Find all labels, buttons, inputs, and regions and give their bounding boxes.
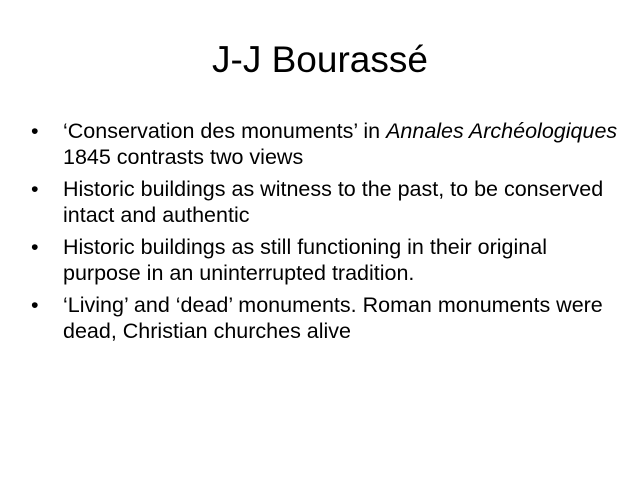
journal-title: Annales Archéologiques <box>386 119 618 143</box>
bullet-dot-icon: • <box>31 177 39 201</box>
bullet-text: ‘Conservation des monuments’ in <box>63 119 387 143</box>
bullet-dot-icon: • <box>31 119 39 143</box>
bullet-dot-icon: • <box>31 293 39 317</box>
bullet-item <box>31 292 621 344</box>
bullet-text: Historic buildings as witness to the past, to be conserved intact and authentic <box>63 177 604 227</box>
bullet-list <box>31 118 621 350</box>
bullet-item <box>31 234 621 286</box>
bullet-item <box>31 118 621 170</box>
bullet-dot-icon: • <box>31 235 39 259</box>
bullet-item <box>31 176 621 228</box>
bullet-text: 1845 contrasts two views <box>63 145 304 169</box>
bullet-text: Historic buildings as still functioning in their original purpose in an uninterrupted tradition. <box>63 235 547 285</box>
slide-title: J-J Bourassé <box>212 39 428 80</box>
bullet-text: ‘Living’ and ‘dead’ monuments. Roman monuments were dead, Christian churches alive <box>63 293 603 343</box>
